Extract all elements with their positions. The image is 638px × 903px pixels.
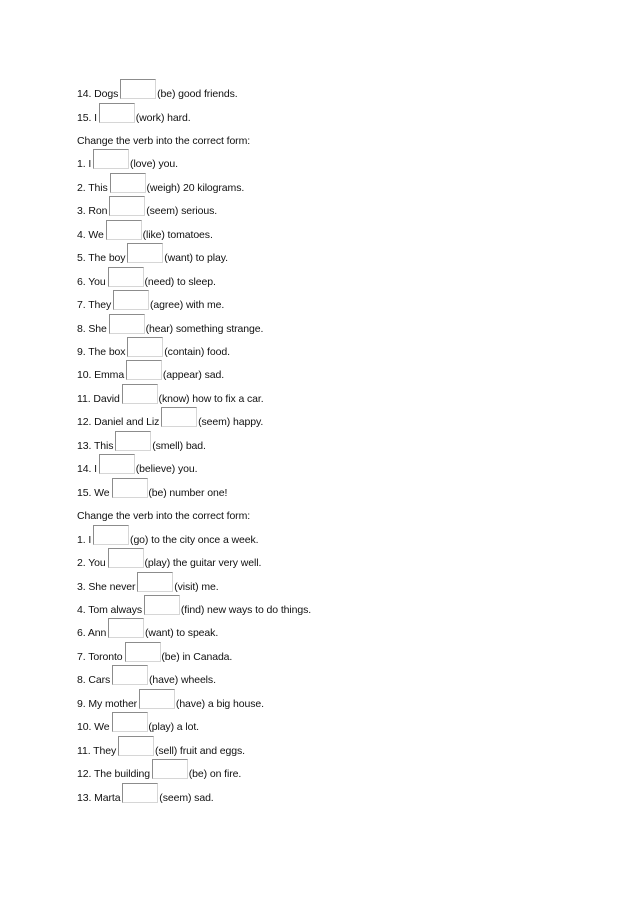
item-number: 13. (77, 791, 92, 804)
exercise-item (77, 698, 264, 710)
sentence-start: Cars (88, 674, 111, 687)
item-number: 2. (77, 181, 86, 194)
sentence-end: (be) on fire. (188, 768, 242, 780)
exercise-item (77, 88, 238, 100)
sentence-end: (go) to the city once a week. (130, 533, 259, 546)
answer-input-box[interactable] (161, 407, 197, 427)
exercise-item (77, 369, 224, 381)
answer-input-box[interactable] (108, 267, 144, 287)
sentence-end: (have) wheels. (149, 674, 216, 687)
answer-input-box[interactable] (93, 525, 129, 545)
sentence-start: I (94, 463, 97, 476)
sentence-start: Tom always (88, 603, 143, 616)
answer-input-box[interactable] (139, 689, 175, 709)
answer-input-box[interactable] (115, 431, 151, 451)
answer-blank[interactable] (159, 416, 195, 428)
answer-input-box[interactable] (106, 220, 142, 240)
item-number: 12. (77, 768, 92, 780)
answer-blank[interactable] (107, 323, 143, 335)
sentence-end: (visit) me. (174, 580, 219, 593)
answer-input-box[interactable] (110, 173, 146, 193)
exercise-item (77, 299, 224, 311)
sentence-end: (want) to play. (164, 252, 228, 265)
answer-blank[interactable] (111, 299, 147, 311)
sentence-end: (want) to speak. (145, 627, 219, 640)
exercise-item (77, 651, 232, 663)
sentence-start: We (94, 721, 110, 734)
exercise-item (77, 158, 178, 170)
answer-blank[interactable] (120, 393, 156, 405)
answer-blank[interactable] (125, 252, 161, 264)
sentence-start: She never (88, 580, 136, 593)
item-number: 5. (77, 252, 86, 265)
answer-blank[interactable] (91, 158, 127, 170)
answer-blank[interactable] (137, 698, 173, 710)
sentence-start: They (88, 299, 112, 311)
answer-blank[interactable] (106, 557, 142, 569)
item-number: 10. (77, 369, 92, 382)
answer-blank[interactable] (124, 369, 160, 381)
item-number: 2. (77, 557, 86, 569)
answer-blank[interactable] (113, 440, 149, 452)
sentence-start: The box (88, 345, 126, 358)
sentence-start: You (88, 557, 106, 569)
item-number: 3. (77, 205, 86, 218)
sentence-end: (appear) sad. (162, 369, 225, 382)
answer-input-box[interactable] (122, 384, 158, 404)
sentence-start: They (93, 744, 117, 757)
item-number: 9. (77, 345, 86, 358)
exercise-item (77, 463, 197, 475)
exercise-item (77, 627, 218, 639)
answer-blank[interactable] (91, 534, 127, 546)
sentence-end: (like) tomatoes. (142, 228, 213, 241)
sentence-start: Marta (94, 791, 121, 804)
sentence-start: This (93, 439, 114, 452)
answer-input-box[interactable] (127, 243, 163, 263)
answer-input-box[interactable] (127, 337, 163, 357)
answer-input-box[interactable] (125, 642, 161, 662)
answer-blank[interactable] (97, 112, 133, 124)
answer-blank[interactable] (142, 604, 178, 616)
sentence-end: (be) in Canada. (161, 650, 233, 663)
item-number: 11. (77, 744, 91, 757)
exercise-item (77, 721, 199, 733)
sentence-end: (play) a lot. (148, 721, 199, 734)
answer-input-box[interactable] (118, 736, 154, 756)
answer-blank[interactable] (150, 768, 186, 780)
exercise-item (77, 182, 244, 194)
sentence-end: (seem) serious. (146, 205, 218, 218)
exercise-item (77, 581, 219, 593)
answer-input-box[interactable] (126, 360, 162, 380)
sentence-end: (agree) with me. (149, 299, 225, 311)
sentence-start: This (88, 181, 108, 194)
answer-blank[interactable] (110, 721, 146, 733)
exercise-item (77, 416, 263, 428)
sentence-end: (have) a big house. (175, 697, 264, 710)
item-number: 14. (77, 88, 92, 100)
sentence-end: (find) new ways to do things. (180, 603, 312, 616)
section-instruction: Change the verb into the correct form: (77, 510, 251, 523)
item-number: 15. (77, 486, 92, 499)
exercise-item (77, 674, 216, 686)
answer-input-box[interactable] (144, 595, 180, 615)
exercise-item (77, 487, 227, 499)
exercise-item (77, 346, 230, 358)
item-number: 15. (77, 111, 92, 124)
answer-input-box[interactable] (109, 314, 145, 334)
item-number: 7. (77, 650, 86, 663)
item-number: 8. (77, 674, 86, 687)
item-number: 4. (77, 228, 86, 241)
answer-blank[interactable] (106, 627, 142, 639)
item-number: 11. (77, 392, 91, 405)
answer-input-box[interactable] (112, 665, 148, 685)
item-number: 8. (77, 322, 86, 335)
answer-input-box[interactable] (99, 103, 135, 123)
sentence-start: The building (93, 768, 150, 780)
sentence-end: (hear) something strange. (145, 322, 264, 335)
answer-input-box[interactable] (109, 196, 145, 216)
sentence-end: (know) how to fix a car. (158, 392, 264, 405)
answer-input-box[interactable] (108, 548, 144, 568)
exercise-item (77, 557, 261, 569)
exercise-item (77, 205, 217, 217)
sentence-start: She (88, 322, 107, 335)
sentence-end: (play) the guitar very well. (144, 557, 262, 569)
answer-input-box[interactable] (99, 454, 135, 474)
sentence-end: (seem) sad. (159, 791, 214, 804)
sentence-end: (be) number one! (148, 486, 228, 499)
sentence-start: I (88, 158, 92, 171)
exercise-item (77, 229, 213, 241)
answer-input-box[interactable] (137, 572, 173, 592)
sentence-start: I (94, 111, 97, 124)
sentence-start: We (94, 486, 110, 499)
exercise-item (77, 745, 245, 757)
answer-blank[interactable] (118, 88, 154, 100)
item-number: 1. (77, 533, 86, 546)
answer-input-box[interactable] (152, 759, 188, 779)
answer-input-box[interactable] (93, 149, 129, 169)
answer-blank[interactable] (108, 182, 144, 194)
answer-blank[interactable] (135, 581, 171, 593)
exercise-item (77, 440, 206, 452)
sentence-start: I (88, 533, 92, 546)
sentence-end: (love) you. (130, 158, 178, 171)
item-number: 6. (77, 627, 86, 640)
exercise-item (77, 276, 216, 288)
sentence-end: (believe) you. (135, 463, 198, 476)
answer-blank[interactable] (97, 463, 133, 475)
exercise-item (77, 393, 264, 405)
item-number: 7. (77, 299, 86, 311)
sentence-start: The boy (88, 252, 126, 265)
answer-blank[interactable] (110, 487, 146, 499)
sentence-start: David (93, 392, 120, 405)
item-number: 9. (77, 697, 86, 710)
exercise-item (77, 534, 258, 546)
answer-blank[interactable] (125, 346, 161, 358)
sentence-end: (need) to sleep. (144, 275, 216, 288)
exercise-item (77, 792, 214, 804)
sentence-end: (be) good friends. (157, 88, 238, 100)
sentence-start: Daniel and Liz (94, 416, 160, 429)
answer-input-box[interactable] (112, 478, 148, 498)
exercise-item (77, 768, 241, 780)
answer-blank[interactable] (104, 229, 140, 241)
sentence-start: We (88, 228, 104, 241)
item-number: 4. (77, 603, 86, 616)
answer-blank[interactable] (120, 792, 156, 804)
item-number: 1. (77, 158, 86, 171)
exercise-item (77, 112, 191, 124)
answer-blank[interactable] (123, 651, 159, 663)
sentence-end: (smell) bad. (152, 439, 206, 452)
sentence-end: (seem) happy. (198, 416, 264, 429)
item-number: 13. (77, 439, 92, 452)
answer-input-box[interactable] (108, 618, 144, 638)
sentence-end: (work) hard. (135, 111, 191, 124)
answer-blank[interactable] (107, 205, 143, 217)
item-number: 6. (77, 275, 86, 288)
sentence-end: (contain) food. (164, 345, 230, 358)
exercise-item (77, 323, 263, 335)
item-number: 10. (77, 721, 92, 734)
sentence-start: Toronto (88, 650, 123, 663)
answer-blank[interactable] (116, 745, 152, 757)
sentence-start: You (88, 275, 106, 288)
sentence-start: Dogs (94, 88, 119, 100)
sentence-end: (sell) fruit and eggs. (154, 744, 245, 757)
sentence-start: My mother (88, 697, 138, 710)
item-number: 14. (77, 463, 92, 476)
exercise-item (77, 604, 311, 616)
answer-blank[interactable] (110, 674, 146, 686)
sentence-start: Ron (88, 205, 108, 218)
sentence-end: (weigh) 20 kilograms. (146, 181, 245, 194)
sentence-start: Emma (94, 369, 125, 382)
answer-input-box[interactable] (120, 79, 156, 99)
exercise-item (77, 252, 228, 264)
section-instruction: Change the verb into the correct form: (77, 134, 251, 147)
sentence-start: Ann (87, 627, 107, 640)
answer-blank[interactable] (106, 276, 142, 288)
answer-input-box[interactable] (112, 712, 148, 732)
answer-input-box[interactable] (113, 290, 149, 310)
item-number: 12. (77, 416, 92, 429)
answer-input-box[interactable] (122, 783, 158, 803)
item-number: 3. (77, 580, 86, 593)
